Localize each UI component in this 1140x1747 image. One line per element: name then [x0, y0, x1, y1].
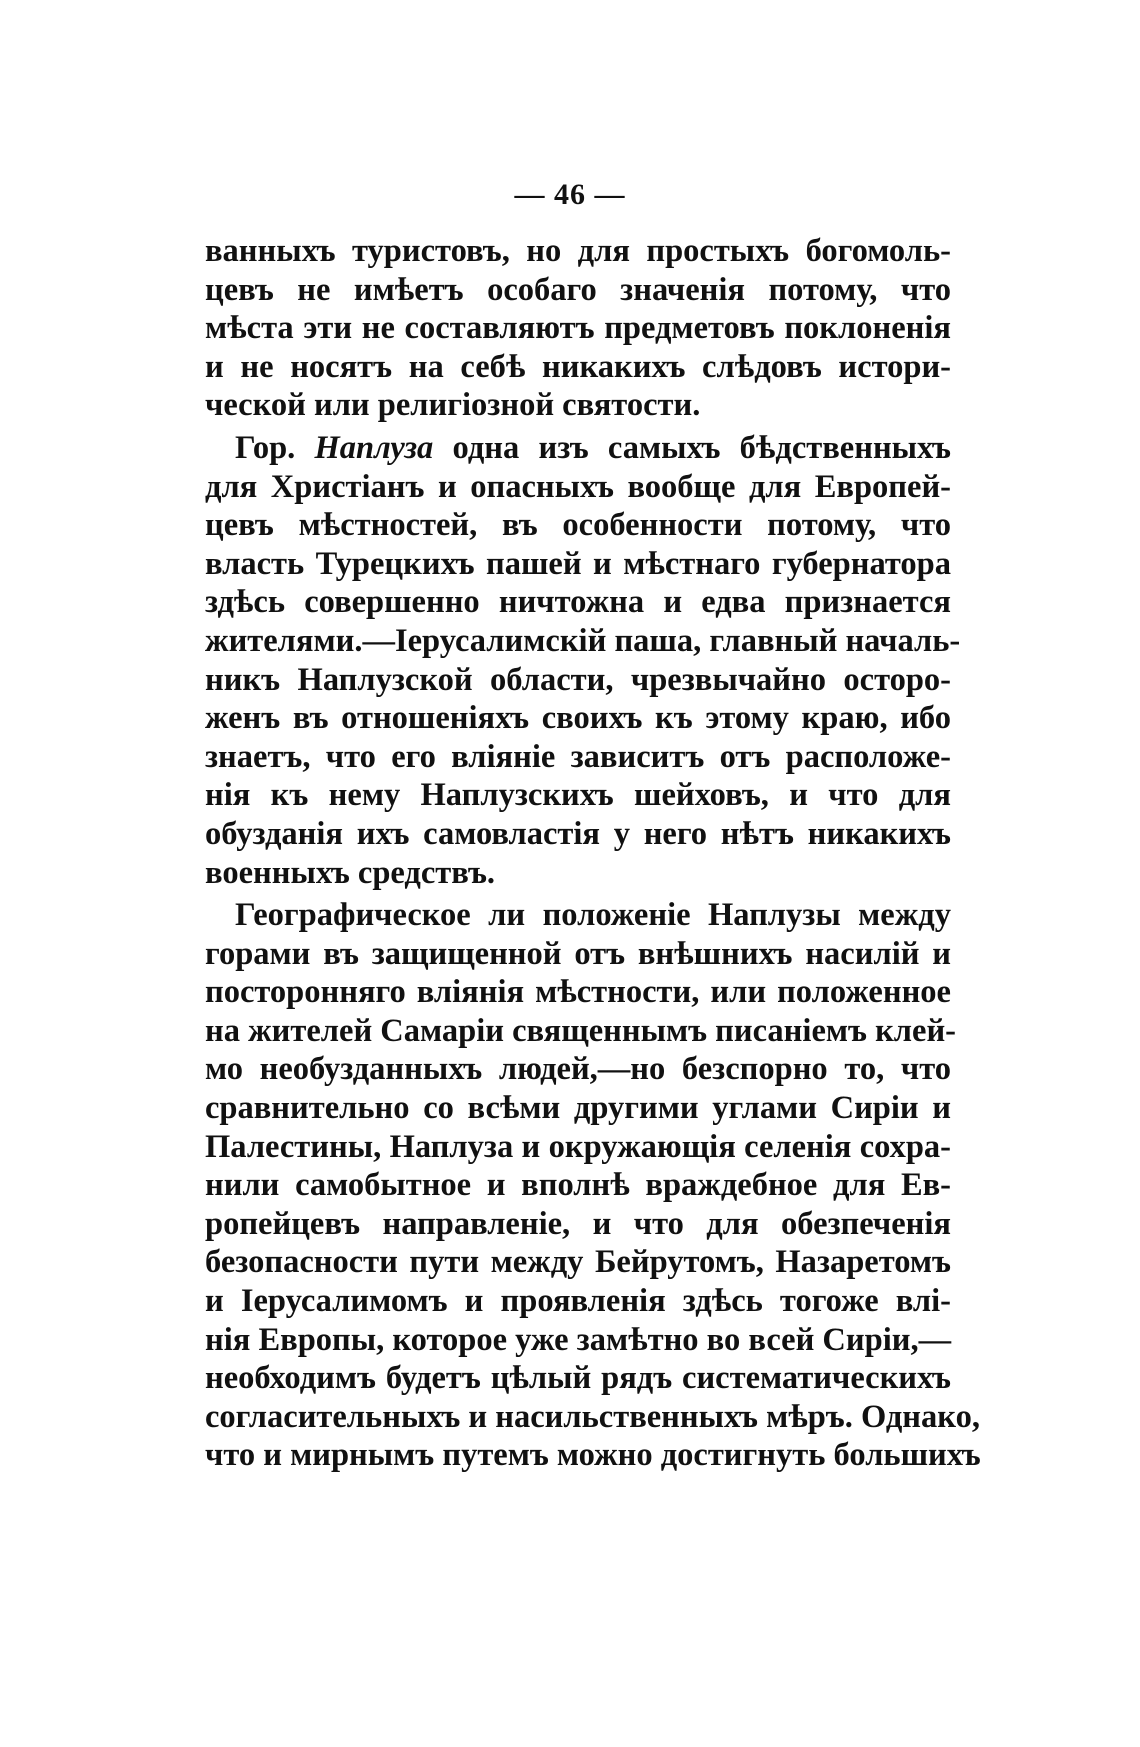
text-line: обузданія ихъ самовластія у него нѣтъ никакихъ: [205, 815, 951, 852]
text-line: ропейцевъ направленіе, и что для обезпеченія: [205, 1205, 951, 1242]
text-line: нія къ нему Наплузскихъ шейховъ, и что для: [205, 777, 951, 814]
text-suffix: одна изъ самыхъ бѣдственныхъ: [452, 429, 952, 466]
text-line: нія Европы, которое уже замѣтно во всей Сиріи,—: [205, 1321, 952, 1358]
text-line: знаетъ, что его вліяніе зависитъ отъ расположе-: [205, 738, 951, 775]
text-line: мо необузданныхъ людей,—но безспорно то, что: [205, 1051, 951, 1088]
text-line: горами въ защищенной отъ внѣшнихъ насилій и: [205, 935, 951, 972]
text-line: ванныхъ туристовъ, но для простыхъ богомоль-: [205, 233, 951, 269]
text-line: необходимъ будетъ цѣлый рядъ систематическихъ: [205, 1360, 951, 1397]
text-line: мѣста эти не составляютъ предметовъ поклоненія: [205, 310, 951, 347]
text-line: никъ Наплузской области, чрезвычайно осторо-: [205, 661, 951, 698]
text-line: женъ въ отношеніяхъ своихъ къ этому краю, ибо: [205, 700, 951, 737]
text-line: сравнительно со всѣми другими углами Сиріи и: [205, 1090, 951, 1127]
text-line: ческой или религіозной святости.: [205, 387, 701, 424]
text-line: жителями.—Іерусалимскій паша, главный началь-: [205, 622, 961, 659]
body-text: [205, 232, 981, 1475]
text-line: цевъ мѣстностей, въ особенности потому, что: [205, 507, 951, 544]
text-line: здѣсь совершенно ничтожна и едва признается: [205, 584, 951, 621]
text-line: на жителей Самаріи священнымъ писаніемъ клей-: [205, 1012, 957, 1049]
text-line: для Христіанъ и опасныхъ вообще для Европей-: [205, 468, 951, 505]
text-line: Географическое ли положеніе Наплузы между: [235, 897, 951, 934]
text-line: цевъ не имѣетъ особаго значенія потому, что: [205, 271, 951, 308]
text-line: согласительныхъ и насильственныхъ мѣръ. Однако,: [205, 1398, 980, 1435]
text-line: Палестины, Наплуза и окружающія селенія сохра-: [205, 1128, 951, 1165]
text-prefix: Гор.: [235, 429, 296, 466]
page-number: — 46 —: [514, 178, 626, 211]
text-line: безопасности пути между Бейрутомъ, Назаретомъ: [205, 1244, 951, 1281]
text-line-first: [205, 429, 951, 468]
text-line: власть Турецкихъ пашей и мѣстнаго губернатора: [205, 545, 951, 582]
place-name: Наплуза: [314, 429, 434, 466]
text-line: что и мирнымъ путемъ можно достигнуть большихъ: [205, 1437, 981, 1474]
text-line: посторонняго вліянія мѣстности, или положенное: [205, 974, 951, 1011]
text-line: и не носятъ на себѣ никакихъ слѣдовъ истори-: [205, 348, 951, 385]
text-line: нили самобытное и вполнѣ враждебное для Ев-: [205, 1167, 951, 1204]
text-line: военныхъ средствъ.: [205, 854, 496, 891]
text-line: и Іерусалимомъ и проявленія здѣсь тогоже влі-: [205, 1283, 951, 1320]
